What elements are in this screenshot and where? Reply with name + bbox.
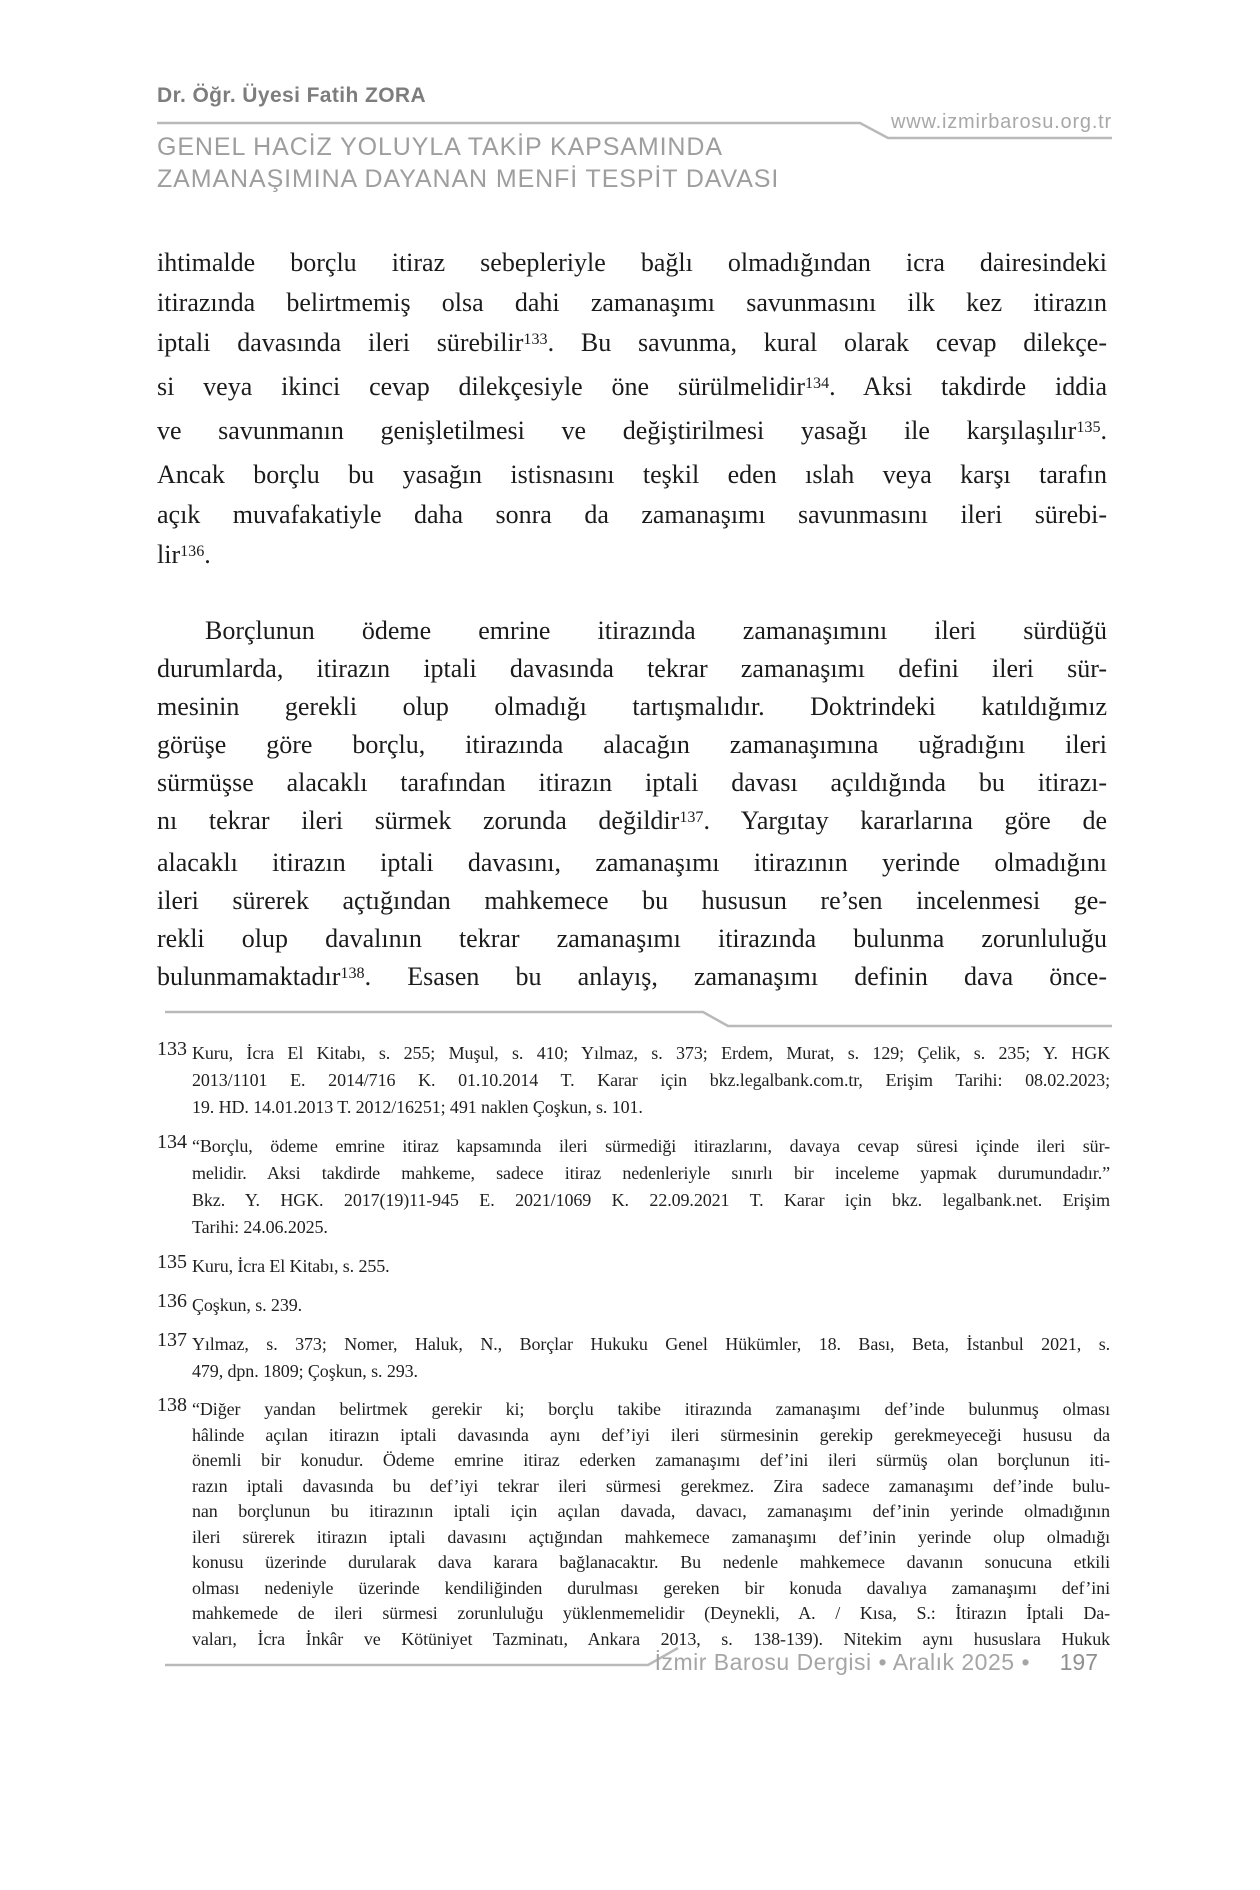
footnote-line: ileri sürerek itirazın iptali davasını açtığından mahkemece zamanaşımı def’inin yerinde olup olmadığı <box>192 1526 1110 1547</box>
footnote-ref: 136 <box>180 542 205 560</box>
footnote-ref: 137 <box>679 808 704 826</box>
page-title <box>157 131 779 195</box>
footnote <box>157 1290 1110 1319</box>
footnote-ref: 134 <box>805 374 830 392</box>
footnote-number: 135 <box>157 1251 187 1273</box>
footnote-ref: 138 <box>340 964 365 982</box>
title-line-1: GENEL HACİZ YOLUYLA TAKİP KAPSAMINDA <box>157 133 723 161</box>
footnote-number: 137 <box>157 1329 187 1351</box>
footnote <box>157 1131 1110 1241</box>
footnote-line: 479, dpn. 1809; Çoşkun, s. 293. <box>192 1361 418 1381</box>
paragraph <box>157 612 1107 1000</box>
footnote-line: Tarihi: 24.06.2025. <box>192 1217 328 1237</box>
body-line: mesinin gerekli olup olmadığı tartışmalıdır. Doktrindeki katıldığımız <box>157 692 1107 721</box>
footnotes-section <box>157 1040 1110 1664</box>
page-number: 197 <box>1059 1649 1098 1675</box>
footnote-line: razın iptali davasında bu def’iyi tekrar ileri sürmesi gerekmez. Zira sadece zamanaşımı def’inde bulu- <box>192 1475 1110 1496</box>
footnote <box>157 1251 1110 1280</box>
footnote <box>157 1038 1110 1121</box>
body-line: rekli olup davalının tekrar zamanaşımı itirazında bulunma zorunluluğu <box>157 924 1107 953</box>
footnote-line: Çoşkun, s. 239. <box>192 1295 303 1315</box>
footnote-line: vaları, İcra İnkâr ve Kötüniyet Tazminatı, Ankara 2013, s. 138-139). Nitekim aynı hususlara Hukuk <box>192 1628 1110 1649</box>
author-name: Dr. Öğr. Üyesi Fatih ZORA <box>157 84 427 107</box>
title-line-2: ZAMANAŞIMINA DAYANAN MENFİ TESPİT DAVASI <box>157 165 780 193</box>
body-line: iptali davasında ileri sürebilir$^{133}$. Bu savunma, kural olarak cevap dilekçe- <box>157 328 1107 357</box>
website-url: www.izmirbarosu.org.tr <box>891 111 1112 133</box>
footnote-number: 136 <box>157 1290 187 1312</box>
paragraph <box>157 243 1107 579</box>
footnote-separator-rule <box>165 1012 1112 1026</box>
footnote <box>157 1329 1110 1385</box>
body-line: durumlarda, itirazın iptali davasında tekrar zamanaşımı defini ileri sür- <box>157 654 1107 683</box>
footnote-line: Yılmaz, s. 373; Nomer, Haluk, N., Borçlar Hukuku Genel Hükümler, 18. Bası, Beta, İstanbul 2021, s. <box>192 1334 1110 1354</box>
body-line: ileri sürerek açtığından mahkemece bu hususun re’sen incelenmesi ge- <box>157 886 1107 915</box>
body-line: açık muvafakatiyle daha sonra da zamanaşımı savunmasını ileri sürebi- <box>157 500 1107 529</box>
footnote-number: 138 <box>157 1394 187 1416</box>
body-line: ihtimalde borçlu itiraz sebepleriyle bağlı olmadığından icra dairesindeki <box>157 248 1107 277</box>
body-line: lir$^{136}$. <box>157 540 211 569</box>
footnote-line: mahkemede de ileri sürmesi zorunluluğu yüklenmemelidir (Deynekli, A. / Kısa, S.: İtirazın İptali Da- <box>192 1603 1110 1623</box>
footnote-line: konusu üzerinde durularak dava karara bağlanacaktır. Bu nedenle mahkemece davanın sonucuna etkili <box>192 1552 1110 1572</box>
body-line: itirazında belirtmemiş olsa dahi zamanaşımı savunmasını ilk kez itirazın <box>157 288 1107 317</box>
footnote-line: nan borçlunun bu itirazının iptali için açılan davada, davacı, zamanaşımı def’inin yerinde olmadığının <box>192 1501 1110 1521</box>
body-line: bulunmamaktadır$^{138}$. Esasen bu anlayış, zamanaşımı definin dava önce- <box>157 962 1107 991</box>
footnote-line: “Borçlu, ödeme emrine itiraz kapsamında ileri sürmediği itirazlarını, davaya cevap süresi içinde ileri sür- <box>192 1136 1110 1156</box>
footnote-ref: 133 <box>523 330 548 348</box>
body-line: alacaklı itirazın iptali davasını, zamanaşımı itirazının yerinde olmadığını <box>157 848 1107 877</box>
footnote-line: olması nedeniyle üzerinde kendiliğinden durulması gereken bir konuda davalıya zamanaşımı def’ini <box>192 1577 1110 1598</box>
footnote <box>157 1394 1110 1652</box>
footnote-line: melidir. Aksi takdirde mahkeme, sadece itiraz nedenleriyle sınırlı bir inceleme yapmak durumundadır.” <box>192 1163 1110 1183</box>
footnote-line: “Diğer yandan belirtmek gerekir ki; borçlu takibe itirazında zamanaşımı def’inde bulunmuş olması <box>192 1399 1110 1419</box>
footnote-number: 134 <box>157 1131 187 1153</box>
body-line: ve savunmanın genişletilmesi ve değiştirilmesi yasağı ile karşılaşılır$^{135}$. <box>157 416 1107 445</box>
journal-name-and-issue: İzmir Barosu Dergisi • Aralık 2025 • <box>654 1649 1030 1675</box>
footnote-line: 19. HD. 14.01.2013 T. 2012/16251; 491 naklen Çoşkun, s. 101. <box>192 1097 643 1117</box>
footnote-line: Kuru, İcra El Kitabı, s. 255; Muşul, s. 410; Yılmaz, s. 373; Erdem, Murat, s. 129; Çelik, s. 235; Y. HGK <box>192 1043 1110 1063</box>
body-line: Borçlunun ödeme emrine itirazında zamanaşımını ileri sürdüğü <box>205 616 1107 645</box>
footnote-number: 133 <box>157 1038 187 1060</box>
body-line: sürmüşse alacaklı tarafından itirazın iptali davası açıldığında bu itirazı- <box>157 768 1107 797</box>
body-line: Ancak borçlu bu yasağın istisnasını teşkil eden ıslah veya karşı tarafın <box>157 460 1107 489</box>
body-line: si veya ikinci cevap dilekçesiyle öne sürülmelidir$^{134}$. Aksi takdirde iddia <box>157 372 1107 401</box>
footnote-line: önemli bir konudur. Ödeme emrine itiraz ederken zamanaşımı def’ini ileri sürmüş olan borçlunun iti- <box>192 1450 1110 1470</box>
body-line: görüşe göre borçlu, itirazında alacağın zamanaşımına uğradığını ileri <box>157 730 1107 759</box>
footnote-ref: 135 <box>1076 418 1101 436</box>
body-line: nı tekrar ileri sürmek zorunda değildir$^{137}$. Yargıtay kararlarına göre de <box>157 806 1107 835</box>
footnote-line: Kuru, İcra El Kitabı, s. 255. <box>192 1256 390 1276</box>
footnote-line: 2013/1101 E. 2014/716 K. 01.10.2014 T. Karar için bkz.legalbank.com.tr, Erişim Tarihi: 08.02.2023; <box>192 1070 1110 1090</box>
footnote-line: Bkz. Y. HGK. 2017(19)11-945 E. 2021/1069 K. 22.09.2021 T. Karar için bkz. legalbank.net. Erişim <box>192 1190 1110 1210</box>
footnote-line: hâlinde açılan itirazın iptali davasında aynı def’iyi ileri sürmesinin gerekip gerekmeyeceği hususu da <box>192 1424 1110 1445</box>
